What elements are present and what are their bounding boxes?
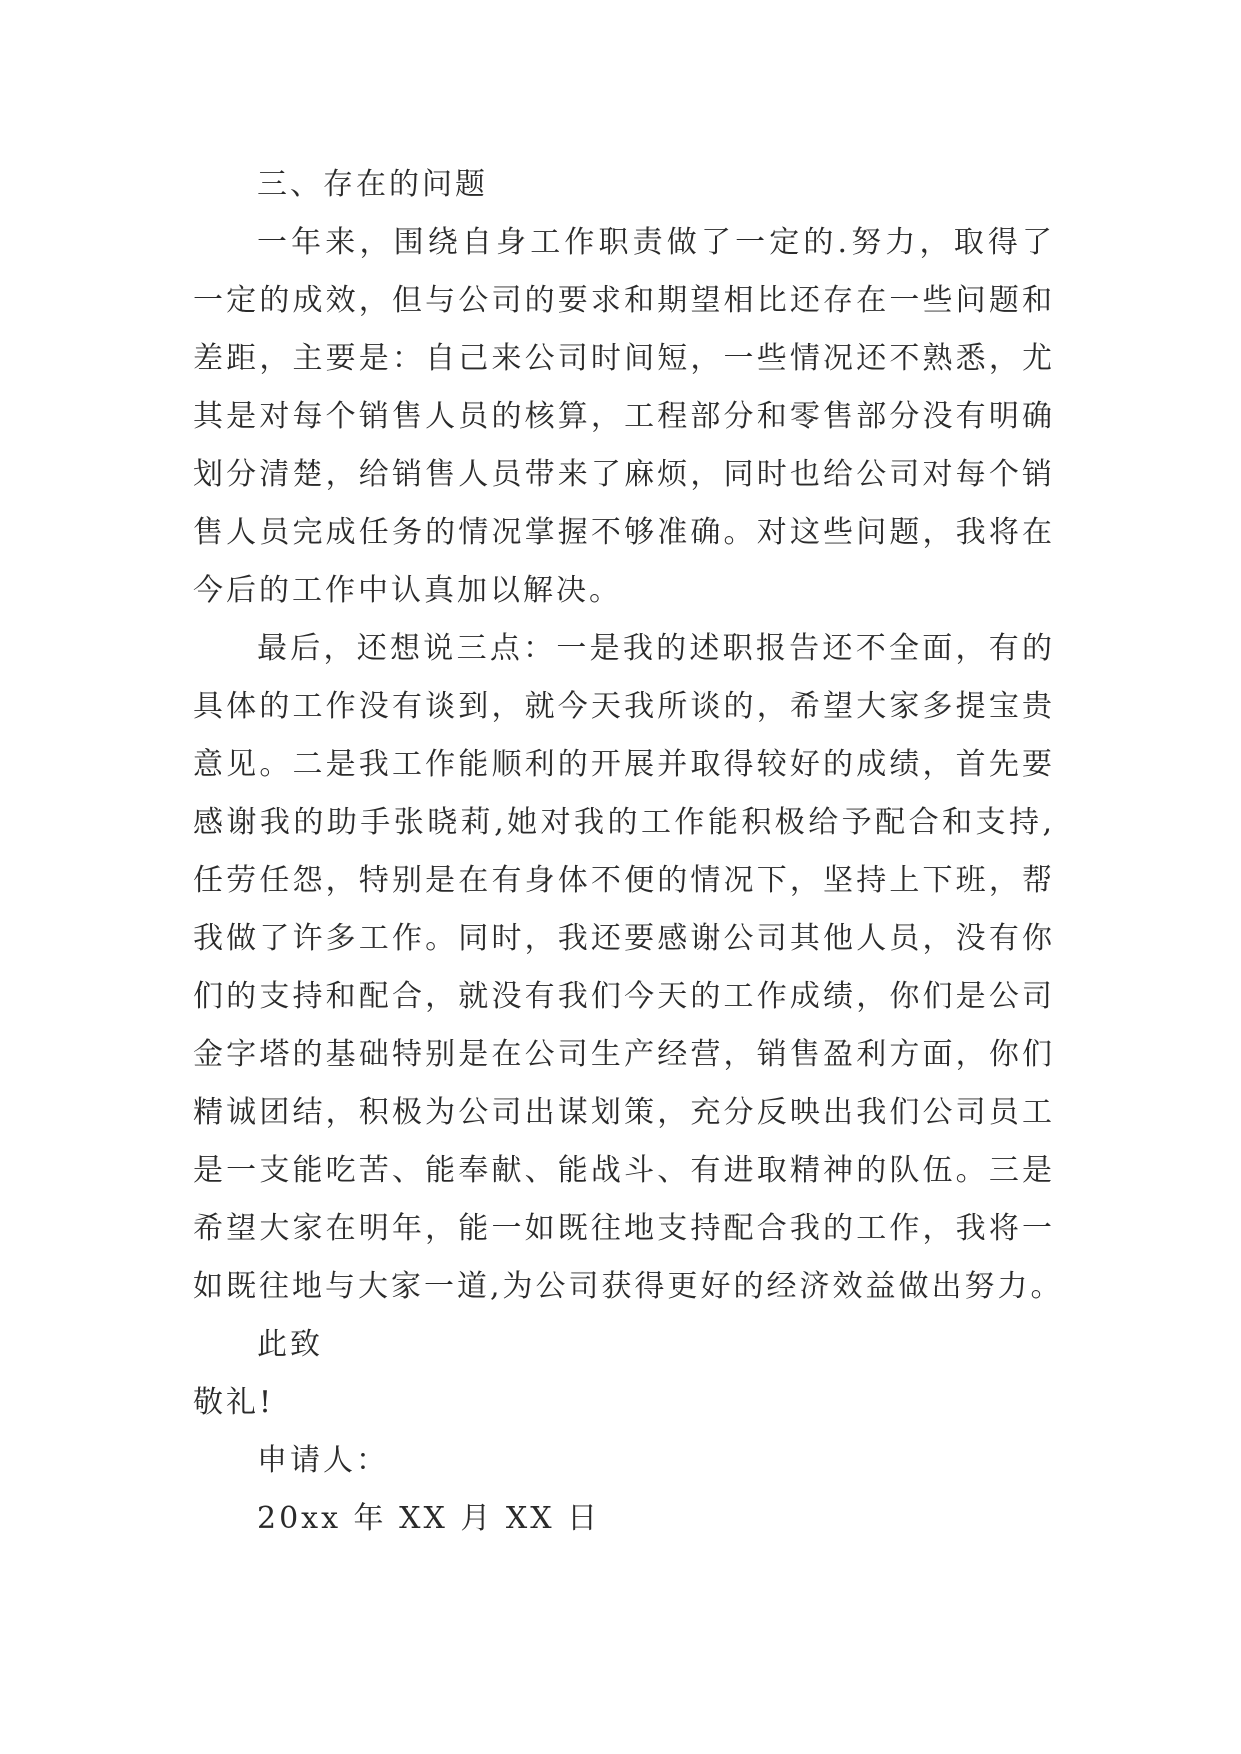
paragraph-line: 一定的成效，但与公司的要求和期望相比还存在一些问题和 bbox=[193, 283, 1055, 318]
paragraph-final-remarks bbox=[193, 620, 1064, 1316]
paragraph-line: 其是对每个销售人员的核算，工程部分和零售部分没有明确 bbox=[193, 399, 1055, 434]
paragraph-line: 金字塔的基础特别是在公司生产经营，销售盈利方面，你们 bbox=[193, 1037, 1055, 1072]
paragraph-line: 们的支持和配合，就没有我们今天的工作成绩，你们是公司 bbox=[193, 979, 1055, 1014]
paragraph-problems bbox=[193, 214, 1055, 620]
section-heading: 三、存在的问题 bbox=[257, 167, 488, 202]
paragraph-line: 具体的工作没有谈到，就今天我所谈的，希望大家多提宝贵 bbox=[193, 689, 1055, 724]
paragraph-line: 今后的工作中认真加以解决。 bbox=[193, 573, 622, 608]
closing-phrase: 此致 bbox=[257, 1327, 323, 1362]
paragraph-line: 最后，还想说三点：一是我的述职报告还不全面，有的 bbox=[257, 631, 1055, 666]
paragraph-line: 差距，主要是：自己来公司时间短，一些情况还不熟悉，尤 bbox=[193, 341, 1055, 376]
date-line: 20xx 年 XX 月 XX 日 bbox=[257, 1501, 601, 1536]
paragraph-line: 任劳任怨，特别是在有身体不便的情况下，坚持上下班，帮 bbox=[193, 863, 1055, 898]
paragraph-line: 希望大家在明年，能一如既往地支持配合我的工作，我将一 bbox=[193, 1211, 1055, 1246]
paragraph-line: 意见。二是我工作能顺利的开展并取得较好的成绩，首先要 bbox=[193, 747, 1055, 782]
paragraph-line: 感谢我的助手张晓莉,她对我的工作能积极给予配合和支持, bbox=[193, 805, 1055, 840]
document-body bbox=[193, 156, 1064, 1548]
paragraph-line: 一年来，围绕自身工作职责做了一定的.努力，取得了 bbox=[257, 225, 1055, 260]
paragraph-line: 划分清楚，给销售人员带来了麻烦，同时也给公司对每个销 bbox=[193, 457, 1055, 492]
applicant-label: 申请人： bbox=[257, 1443, 389, 1478]
paragraph-line: 售人员完成任务的情况掌握不够准确。对这些问题，我将在 bbox=[193, 515, 1055, 550]
salutation: 敬礼! bbox=[193, 1385, 275, 1420]
paragraph-line: 是一支能吃苦、能奉献、能战斗、有进取精神的队伍。三是 bbox=[193, 1153, 1055, 1188]
paragraph-line: 我做了许多工作。同时，我还要感谢公司其他人员，没有你 bbox=[193, 921, 1055, 956]
paragraph-line: 如既往地与大家一道,为公司获得更好的经济效益做出努力。 bbox=[193, 1269, 1064, 1304]
paragraph-line: 精诚团结，积极为公司出谋划策，充分反映出我们公司员工 bbox=[193, 1095, 1055, 1130]
